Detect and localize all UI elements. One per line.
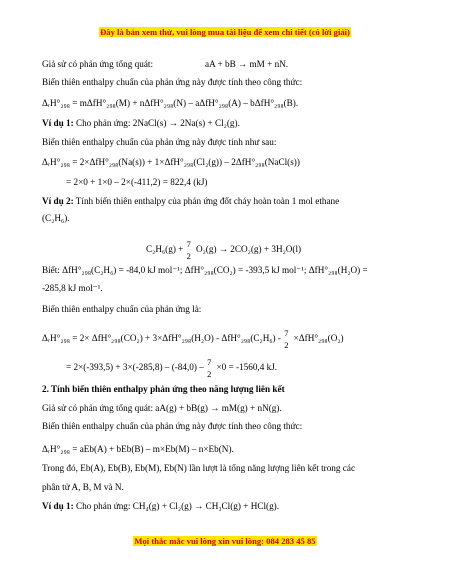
text-line: Biến thiên enthalpy chuẩn của phản ứng này được tính theo công thức: xyxy=(42,77,303,87)
text-line: Trong đó, Eb(A), Eb(B), Eb(M), Eb(N) lần lượt là tổng năng lượng liên kết trong các xyxy=(42,463,356,473)
footer-banner: Mọi thắc mắc vui lòng xin vui lòng: 084 283 45 85 xyxy=(134,536,316,546)
example-line: Ví dụ 1: Cho phản ứng: 2NaCl(s) → 2Na(s) + Cl₂(g). xyxy=(42,118,240,128)
text-line: Biết: ΔfH°₂₉₈(C₂H₆) = -84,0 kJ mol⁻¹; ΔfH°₂₉₈(CO₂) = -393,5 kJ mol⁻¹; ΔfH°₂₉₈(H₂O) = xyxy=(42,265,368,275)
reaction-equation: C₂H₆(g) + 7 2 O₂(g) → 2CO₂(g) + 3H₂O(l) xyxy=(146,239,302,261)
formula-line: = 2×(-393,5) + 3×(-285,8) – (-84,0) – 7 2 ×0 = -1560,4 kJ. xyxy=(66,357,278,379)
text-line: Biến thiên enthalpy chuẩn của phản ứng này được tính như sau: xyxy=(42,137,277,147)
text-line: Biến thiên enthalpy chuẩn của phản ứng là: xyxy=(42,304,202,314)
example-line: Ví dụ 1: Cho phản ứng: CH₄(g) + Cl₂(g) → CH₃Cl(g) + HCl(g). xyxy=(42,501,280,511)
formula-line: ΔᵣH°₂₉₈ = 2× ΔfH°₂₉₈(CO₂) + 3×ΔfH°₂₉₈(H₂O) - ΔfH°₂₉₈(C₂H₆) - 7 2 ×ΔfH°₂₉₈(O₂) xyxy=(42,328,344,350)
text-line: Biến thiên enthalpy chuẩn của phản ứng này được tính theo công thức: xyxy=(42,421,303,431)
formula-line: ΔᵣH°₂₉₈ = aEb(A) + bEb(B) – m×Eb(M) – n×Eb(N). xyxy=(42,444,234,454)
example-line: Ví dụ 2: Tính biến thiên enthalpy của phản ứng đốt cháy hoàn toàn 1 mol ethane xyxy=(42,196,340,206)
formula-line: = 2×0 + 1×0 – 2×(-411,2) = 822,4 (kJ) xyxy=(66,177,208,187)
text-line: phân tử A, B, M và N. xyxy=(42,482,124,492)
text-line: -285,8 kJ mol⁻¹. xyxy=(42,283,103,293)
text-line: Giả sử có phản ứng tổng quát: aA + bB → mM + nN. xyxy=(42,59,289,69)
text-line: Giả sử có phản ứng tổng quát: aA(g) + bB(g) → mM(g) + nN(g). xyxy=(42,403,282,413)
formula-line: ΔᵣH°₂₉₈ = 2×ΔfH°₂₉₈(Na(s)) + 1×ΔfH°₂₉₈(Cl₂(g)) – 2ΔfH°₂₉₈(NaCl(s)) xyxy=(42,157,300,167)
section-heading: 2. Tính biến thiên enthalpy phản ứng theo năng lượng liên kết xyxy=(42,384,285,394)
text-line: (C₂H₆). xyxy=(42,213,70,223)
header-banner: Đây là bản xem thử, vui lòng mua tài liệu để xem chi tiết (có lời giải) xyxy=(100,27,350,37)
formula-line: ΔᵣH°₂₉₈ = mΔfH°₂₉₈(M) + nΔfH°₂₉₈(N) – aΔfH°₂₉₈(A) – bΔfH°₂₉₈(B). xyxy=(42,98,299,108)
